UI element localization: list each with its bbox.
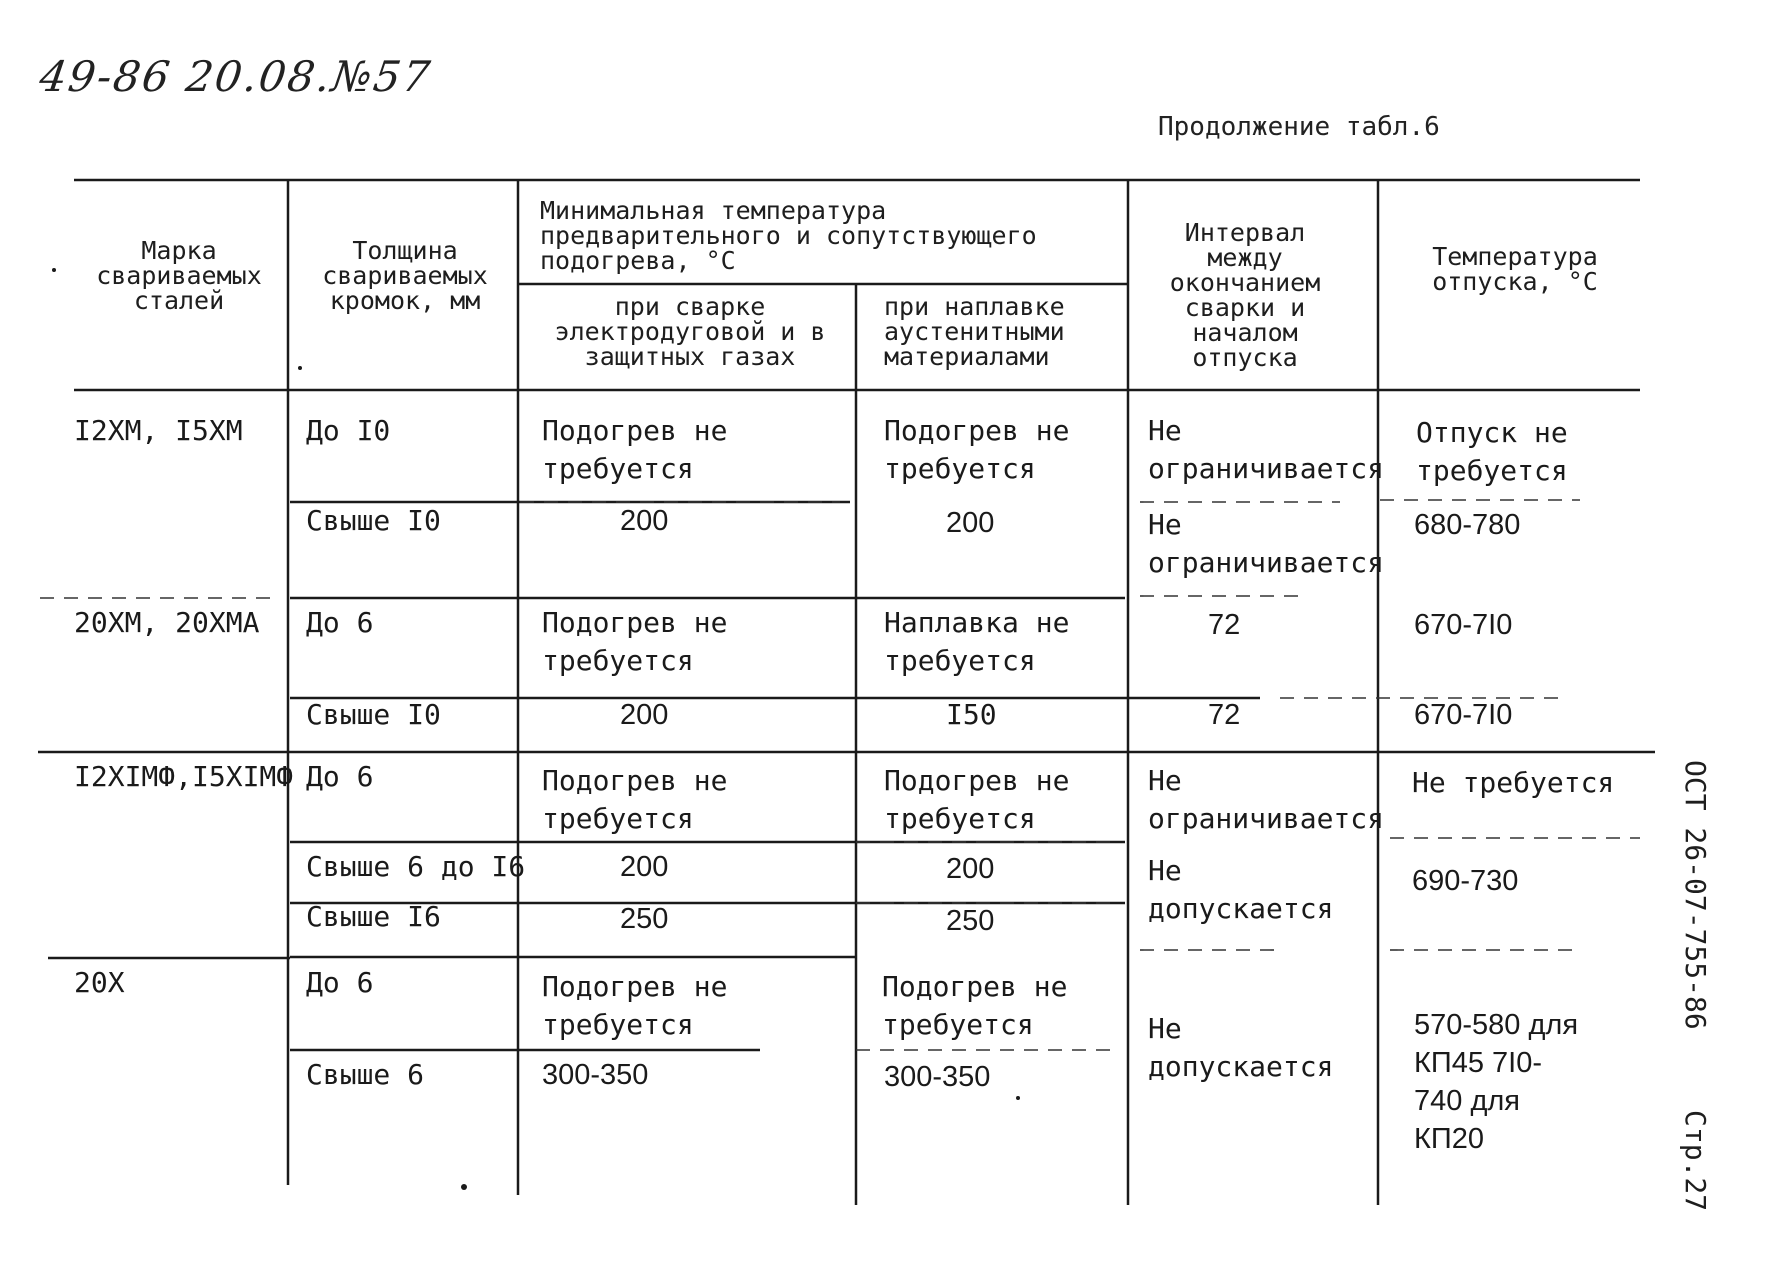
continuation-label: Продолжение табл.6 [1158, 112, 1440, 142]
row5-aust: Подогрев не требуется [884, 764, 1070, 835]
row8-interval: Не допускается [1148, 1012, 1334, 1083]
side-standard-label: ОСТ 26-07-755-86 [1679, 760, 1712, 1030]
row2-aust: 200 [946, 507, 995, 539]
row1-aust: Подогрев не требуется [884, 414, 1070, 485]
row5-thickness: До 6 [306, 760, 374, 793]
row5-interval: Не ограничивается [1148, 764, 1385, 835]
row9-thickness: Свыше 6 [306, 1058, 425, 1091]
row4-aust: I50 [946, 698, 997, 731]
row2-interval: Не ограничивается [1148, 508, 1385, 579]
row9-arc: 300-350 [542, 1059, 649, 1091]
header-preheat-group [540, 198, 1120, 273]
row8-aust: Подогрев не требуется [882, 970, 1068, 1041]
header-preheat-unit: °С [705, 246, 736, 275]
row5-temper: Не требуется [1412, 766, 1615, 799]
header-tempering [1400, 244, 1630, 294]
row3-interval: 72 [1208, 609, 1241, 641]
header-arc-welding: при сварке электродуговой и в защитных газах [554, 292, 826, 371]
row6-aust: 200 [946, 853, 995, 885]
row1-arc: Подогрев не требуется [542, 414, 728, 485]
row6-arc: 200 [620, 851, 669, 883]
header-interval: Интервал между окончанием сварки и началом отпуска [1169, 218, 1321, 372]
header-tempering-unit: °С [1567, 267, 1598, 296]
handwritten-note: 49-86 20.08.№57 [36, 52, 435, 101]
header-grade: Марка свариваемых сталей [96, 236, 262, 315]
row4-temper: 670-7I0 [1414, 699, 1513, 731]
speck [298, 366, 302, 370]
row7-thickness: Свыше I6 [306, 900, 441, 933]
row2-temper: 680-780 [1414, 509, 1521, 541]
row6-interval: Не допускается [1148, 854, 1334, 925]
row2-arc: 200 [620, 505, 669, 537]
row4-thickness: Свыше I0 [306, 698, 441, 731]
row4-arc: 200 [620, 699, 669, 731]
row1-temper: Отпуск не требуется [1416, 416, 1568, 487]
row8-grade: 20Х [74, 966, 125, 999]
speck [461, 1184, 467, 1190]
row2-thickness: Свыше I0 [306, 504, 441, 537]
row3-grade: 20ХМ, 20ХМА [74, 606, 260, 639]
row8-thickness: До 6 [306, 966, 374, 999]
speck [52, 268, 56, 272]
row4-interval: 72 [1208, 699, 1241, 731]
row3-temper: 670-7I0 [1414, 609, 1513, 641]
row6-thickness: Свыше 6 до I6 [306, 850, 526, 883]
row1-thickness: До I0 [306, 414, 391, 447]
row9-aust: 300-350 [884, 1061, 991, 1093]
side-page-label: Стр.27 [1679, 1110, 1712, 1212]
header-tempering-text: Температура отпуска, [1432, 242, 1598, 296]
header-austenitic: при наплавке аустенитными материалами [884, 292, 1065, 371]
row8-arc: Подогрев не требуется [542, 970, 728, 1041]
row3-thickness: До 6 [306, 606, 374, 639]
header-preheat-text: Минимальная температура предварительного и сопутствующего подогрева, [540, 196, 1037, 275]
row1-interval: Не ограничивается [1148, 414, 1385, 485]
row7-aust: 250 [946, 905, 995, 937]
row1-grade: I2ХМ, I5ХМ [74, 414, 243, 447]
row3-arc: Подогрев не требуется [542, 606, 728, 677]
header-thickness: Толщина свариваемых кромок, мм [322, 236, 488, 315]
row8-temper: 570-580 для КП45 7I0-740 для КП20 [1414, 1009, 1579, 1155]
speck [1016, 1096, 1020, 1100]
row5-arc: Подогрев не требуется [542, 764, 728, 835]
row5-grade: I2ХIМФ,I5ХIМФ [74, 760, 294, 793]
row7-arc: 250 [620, 903, 669, 935]
row3-aust: Наплавка не требуется [884, 606, 1070, 677]
row6-temper: 690-730 [1412, 865, 1519, 897]
